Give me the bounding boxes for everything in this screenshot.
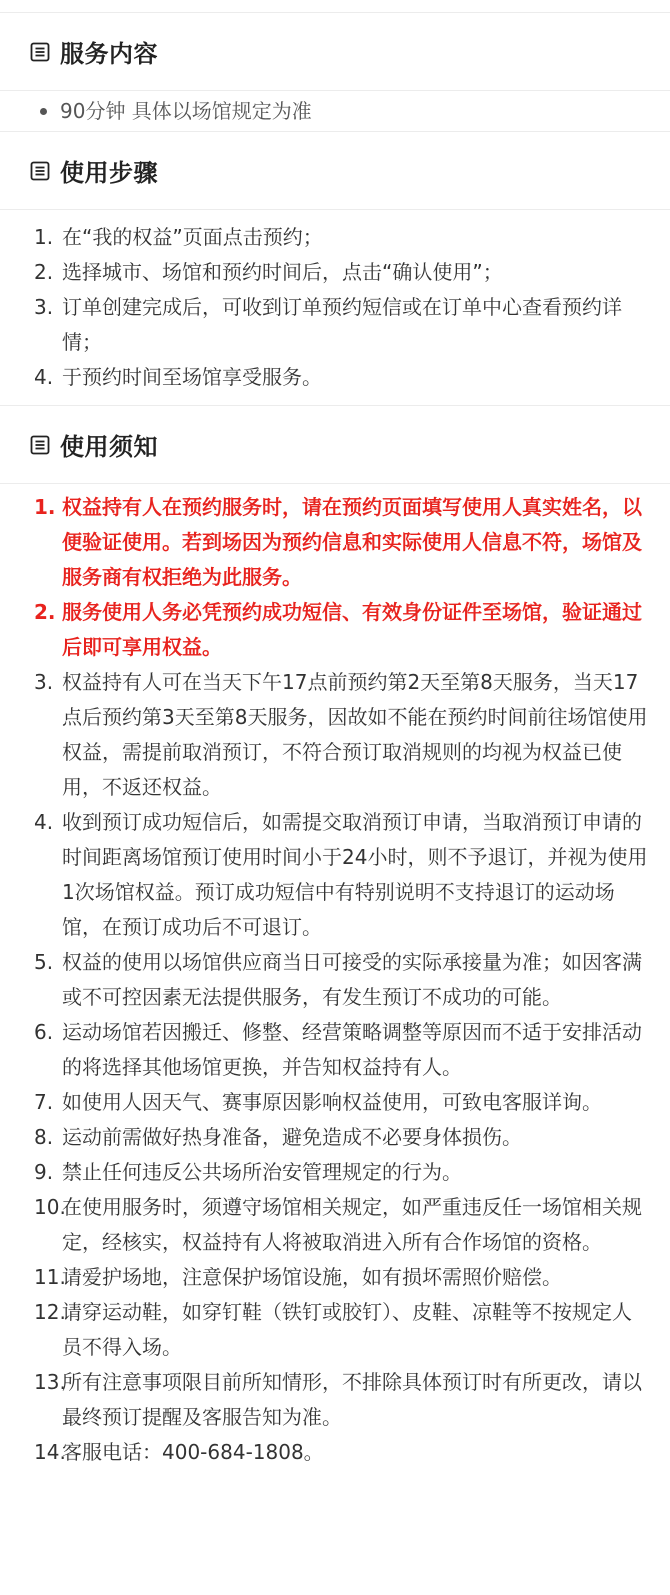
steps-list	[0, 210, 670, 406]
step-item: 4. 于预约时间至场馆享受服务。	[34, 365, 322, 389]
notice-item: 8. 运动前需做好热身准备，避免造成不必要身体损伤。	[34, 1125, 522, 1149]
step-item: 1. 在“我的权益”页面点击预约；	[34, 225, 323, 249]
top-divider	[0, 0, 670, 13]
service-list	[0, 91, 670, 132]
notice-section-title: 使用须知	[60, 433, 158, 461]
notice-item: 13. 所有注意事项限目前所知情形，不排除具体预订时有所更改，请以最终预订提醒及客服告知为准。	[34, 1370, 642, 1429]
notice-item: 12. 请穿运动鞋，如穿钉鞋（铁钉或胶钉）、皮鞋、凉鞋等不按规定人员不得入场。	[34, 1300, 632, 1359]
step-item: 3. 订单创建完成后，可收到订单预约短信或在订单中心查看预约详情；	[34, 295, 622, 354]
notice-item: 4. 收到预订成功短信后，如需提交取消预订申请，当取消预订申请的时间距离场馆预订使用时间小于24小时，则不予退订，并视为使用1次场馆权益。预订成功短信中有特别说明不支持退订的运动场馆，在预订成功后不可退订。	[34, 810, 648, 939]
service-section-title: 服务内容	[60, 40, 158, 68]
service-item: 90分钟 具体以场馆规定为准	[60, 91, 670, 131]
notice-item: 6. 运动场馆若因搬迁、修整、经营策略调整等原因而不适于安排活动的将选择其他场馆更换，并告知权益持有人。	[34, 1020, 642, 1079]
list-doc-icon	[30, 435, 50, 455]
notice-section-header	[0, 406, 670, 484]
notice-item: 14. 客服电话：400-684-1808。	[34, 1440, 324, 1464]
notice-item-highlight: 1. 权益持有人在预约服务时，请在预约页面填写使用人真实姓名，以便验证使用。若到场因为预约信息和实际使用人信息不符，场馆及服务商有权拒绝为此服务。	[34, 495, 642, 589]
notice-item: 5. 权益的使用以场馆供应商当日可接受的实际承接量为准；如因客满或不可控因素无法提供服务，有发生预订不成功的可能。	[34, 950, 642, 1009]
notice-item: 11. 请爱护场地，注意保护场馆设施，如有损坏需照价赔偿。	[34, 1265, 562, 1289]
notice-item-highlight: 2. 服务使用人务必凭预约成功短信、有效身份证件至场馆，验证通过后即可享用权益。	[34, 600, 642, 659]
steps-section-header	[0, 132, 670, 210]
notice-item: 9. 禁止任何违反公共场所治安管理规定的行为。	[34, 1160, 462, 1184]
step-item: 2. 选择城市、场馆和预约时间后，点击“确认使用”；	[34, 260, 503, 284]
notice-list	[0, 484, 670, 1480]
notice-item: 3. 权益持有人可在当天下午17点前预约第2天至第8天服务，当天17点后预约第3天至第8天服务，因故如不能在预约时间前往场馆使用权益，需提前取消预订，不符合预订取消规则的均视为权益已使用，不返还权益。	[34, 670, 648, 799]
notice-item: 10. 在使用服务时，须遵守场馆相关规定，如严重违反任一场馆相关规定，经核实，权益持有人将被取消进入所有合作场馆的资格。	[34, 1195, 642, 1254]
steps-section-title: 使用步骤	[60, 159, 158, 187]
list-doc-icon	[30, 42, 50, 62]
notice-item: 7. 如使用人因天气、赛事原因影响权益使用，可致电客服详询。	[34, 1090, 602, 1114]
service-section-header	[0, 13, 670, 91]
list-doc-icon	[30, 161, 50, 181]
